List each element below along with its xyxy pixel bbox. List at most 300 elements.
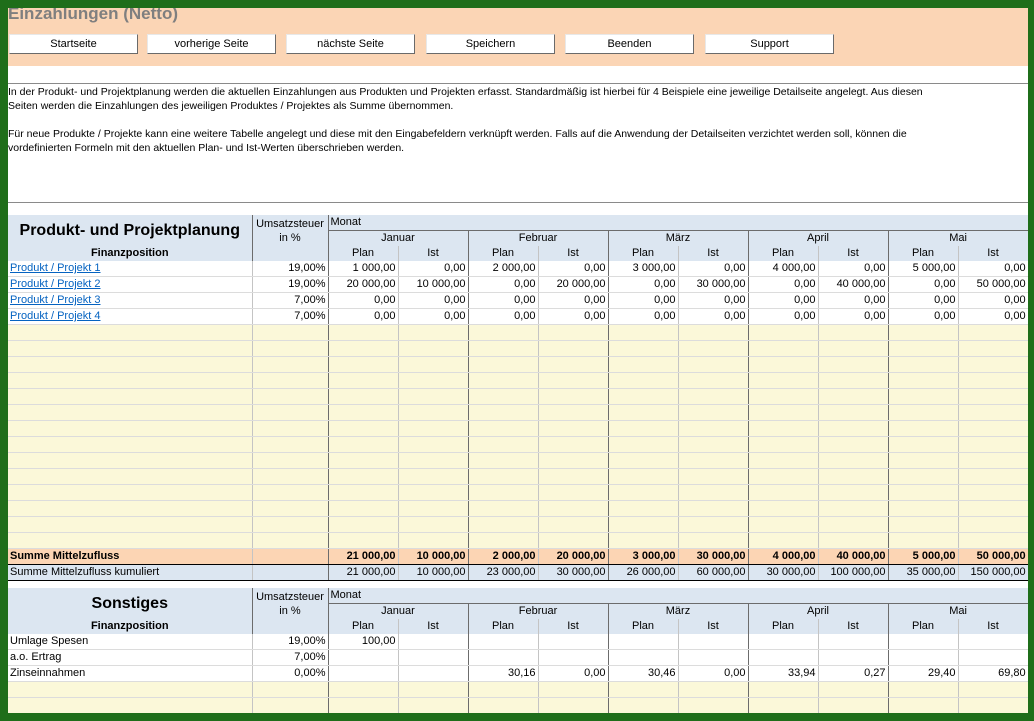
empty-cell[interactable]: [252, 698, 328, 714]
empty-cell[interactable]: [818, 533, 888, 549]
empty-cell[interactable]: [252, 469, 328, 485]
empty-cell[interactable]: [252, 533, 328, 549]
empty-cell[interactable]: [608, 325, 678, 341]
previous-page-button[interactable]: vorherige Seite: [147, 34, 276, 54]
empty-cell[interactable]: [468, 485, 538, 501]
empty-cell[interactable]: [328, 421, 398, 437]
empty-cell[interactable]: [818, 517, 888, 533]
empty-cell[interactable]: [8, 341, 252, 357]
empty-cell[interactable]: [748, 389, 818, 405]
empty-cell[interactable]: [748, 698, 818, 714]
empty-cell[interactable]: [468, 453, 538, 469]
ist-value-cell[interactable]: [398, 650, 468, 666]
product-link[interactable]: Produkt / Projekt 4: [10, 310, 101, 322]
empty-cell[interactable]: [888, 698, 958, 714]
empty-cell[interactable]: [538, 437, 608, 453]
empty-cell[interactable]: [8, 325, 252, 341]
empty-cell[interactable]: [468, 325, 538, 341]
sum-value-cell: 5 000,00: [888, 549, 958, 565]
plan-value-cell[interactable]: 0,00: [608, 293, 678, 309]
empty-cell[interactable]: [818, 698, 888, 714]
empty-cell[interactable]: [328, 389, 398, 405]
empty-cell[interactable]: [398, 357, 468, 373]
plan-value-cell[interactable]: 0,00: [888, 293, 958, 309]
empty-cell[interactable]: [958, 698, 1028, 714]
empty-cell[interactable]: [468, 357, 538, 373]
empty-cell[interactable]: [538, 682, 608, 698]
empty-cell[interactable]: [8, 501, 252, 517]
empty-cell[interactable]: [328, 714, 398, 716]
plan-value-cell[interactable]: [888, 650, 958, 666]
empty-cell[interactable]: [678, 453, 748, 469]
empty-cell[interactable]: [818, 357, 888, 373]
empty-cell[interactable]: [608, 373, 678, 389]
ist-value-cell[interactable]: [538, 634, 608, 650]
empty-cell[interactable]: [678, 357, 748, 373]
empty-cell[interactable]: [678, 517, 748, 533]
empty-cell[interactable]: [538, 485, 608, 501]
plan-value-cell[interactable]: 1 000,00: [328, 261, 398, 277]
empty-cell[interactable]: [888, 469, 958, 485]
empty-cell[interactable]: [398, 421, 468, 437]
plan-value-cell[interactable]: [328, 650, 398, 666]
empty-cell[interactable]: [538, 469, 608, 485]
plan-value-cell[interactable]: 2 000,00: [468, 261, 538, 277]
empty-cell[interactable]: [538, 373, 608, 389]
vat-cell[interactable]: 7,00%: [252, 650, 328, 666]
empty-cell[interactable]: [468, 405, 538, 421]
empty-cell[interactable]: [818, 501, 888, 517]
ist-value-cell[interactable]: 0,00: [818, 261, 888, 277]
ist-header: Ist: [538, 619, 608, 634]
ist-value-cell[interactable]: 0,00: [538, 293, 608, 309]
empty-cell[interactable]: [468, 517, 538, 533]
ist-value-cell[interactable]: 0,00: [398, 309, 468, 325]
empty-cell[interactable]: [608, 389, 678, 405]
empty-cell[interactable]: [328, 501, 398, 517]
empty-cell[interactable]: [538, 698, 608, 714]
vat-cell[interactable]: 7,00%: [252, 309, 328, 325]
plan-value-cell[interactable]: 0,00: [748, 293, 818, 309]
empty-cell[interactable]: [538, 533, 608, 549]
empty-cell[interactable]: [8, 357, 252, 373]
empty-cell[interactable]: [608, 421, 678, 437]
empty-cell[interactable]: [748, 714, 818, 716]
empty-cell[interactable]: [398, 405, 468, 421]
empty-cell[interactable]: [608, 437, 678, 453]
empty-cell[interactable]: [252, 373, 328, 389]
empty-cell[interactable]: [538, 517, 608, 533]
empty-cell[interactable]: [328, 682, 398, 698]
ist-value-cell[interactable]: 0,00: [678, 309, 748, 325]
empty-cell[interactable]: [958, 714, 1028, 716]
empty-cell[interactable]: [8, 714, 252, 716]
empty-cell[interactable]: [468, 501, 538, 517]
empty-cell[interactable]: [888, 437, 958, 453]
empty-cell[interactable]: [468, 533, 538, 549]
empty-cell[interactable]: [8, 469, 252, 485]
plan-value-cell[interactable]: [468, 634, 538, 650]
empty-cell[interactable]: [468, 682, 538, 698]
empty-cell[interactable]: [468, 698, 538, 714]
empty-cell[interactable]: [538, 453, 608, 469]
plan-value-cell[interactable]: 30,16: [468, 666, 538, 682]
empty-cell[interactable]: [8, 682, 252, 698]
empty-cell[interactable]: [328, 357, 398, 373]
empty-cell[interactable]: [608, 698, 678, 714]
empty-cell[interactable]: [252, 501, 328, 517]
empty-cell[interactable]: [888, 533, 958, 549]
empty-cell[interactable]: [818, 453, 888, 469]
empty-cell[interactable]: [608, 533, 678, 549]
empty-cell[interactable]: [678, 485, 748, 501]
empty-cell[interactable]: [252, 389, 328, 405]
ist-value-cell[interactable]: 0,27: [818, 666, 888, 682]
empty-cell[interactable]: [748, 341, 818, 357]
empty-cell[interactable]: [748, 501, 818, 517]
ist-value-cell[interactable]: 10 000,00: [398, 277, 468, 293]
empty-cell[interactable]: [958, 533, 1028, 549]
ist-value-cell[interactable]: 30 000,00: [678, 277, 748, 293]
empty-cell[interactable]: [958, 373, 1028, 389]
empty-cell[interactable]: [398, 714, 468, 716]
empty-cell[interactable]: [888, 341, 958, 357]
row-name-cell[interactable]: [8, 293, 252, 309]
empty-cell[interactable]: [888, 453, 958, 469]
empty-cell[interactable]: [608, 485, 678, 501]
empty-cell[interactable]: [888, 357, 958, 373]
empty-cell[interactable]: [818, 682, 888, 698]
ist-value-cell[interactable]: [398, 634, 468, 650]
empty-cell[interactable]: [608, 517, 678, 533]
empty-cell[interactable]: [8, 533, 252, 549]
empty-cell[interactable]: [818, 421, 888, 437]
empty-cell[interactable]: [398, 437, 468, 453]
empty-cell[interactable]: [608, 469, 678, 485]
empty-cell[interactable]: [8, 373, 252, 389]
empty-cell[interactable]: [888, 517, 958, 533]
exit-button[interactable]: Beenden: [565, 34, 694, 54]
empty-cell[interactable]: [958, 341, 1028, 357]
ist-value-cell[interactable]: [678, 634, 748, 650]
empty-cell[interactable]: [398, 698, 468, 714]
empty-cell[interactable]: [958, 405, 1028, 421]
ist-value-cell[interactable]: 50 000,00: [958, 277, 1028, 293]
ist-value-cell[interactable]: [818, 650, 888, 666]
empty-cell[interactable]: [888, 682, 958, 698]
ist-value-cell[interactable]: [818, 634, 888, 650]
empty-cell[interactable]: [328, 485, 398, 501]
empty-cell[interactable]: [748, 373, 818, 389]
empty-cell[interactable]: [328, 469, 398, 485]
empty-cell[interactable]: [468, 389, 538, 405]
empty-cell[interactable]: [252, 517, 328, 533]
empty-cell[interactable]: [888, 485, 958, 501]
plan-value-cell[interactable]: 0,00: [608, 309, 678, 325]
plan-header: Plan: [328, 246, 398, 261]
ist-value-cell[interactable]: 0,00: [678, 666, 748, 682]
empty-cell[interactable]: [328, 405, 398, 421]
plan-value-cell[interactable]: 100,00: [328, 634, 398, 650]
empty-cell[interactable]: [398, 453, 468, 469]
empty-cell[interactable]: [818, 389, 888, 405]
product-link[interactable]: Produkt / Projekt 2: [10, 278, 101, 290]
empty-cell[interactable]: [958, 469, 1028, 485]
vat-cell[interactable]: 19,00%: [252, 277, 328, 293]
empty-cell[interactable]: [398, 469, 468, 485]
empty-cell[interactable]: [468, 341, 538, 357]
empty-cell[interactable]: [958, 357, 1028, 373]
vat-cell[interactable]: 19,00%: [252, 261, 328, 277]
empty-cell[interactable]: [538, 405, 608, 421]
vat-cell[interactable]: 19,00%: [252, 634, 328, 650]
empty-cell[interactable]: [398, 517, 468, 533]
empty-cell[interactable]: [252, 405, 328, 421]
empty-cell[interactable]: [398, 389, 468, 405]
empty-cell[interactable]: [8, 485, 252, 501]
empty-cell[interactable]: [678, 682, 748, 698]
empty-cell[interactable]: [252, 714, 328, 716]
empty-cell[interactable]: [468, 421, 538, 437]
empty-cell[interactable]: [468, 373, 538, 389]
empty-cell[interactable]: [8, 453, 252, 469]
ist-value-cell[interactable]: 0,00: [398, 261, 468, 277]
empty-cell[interactable]: [398, 373, 468, 389]
empty-cell[interactable]: [538, 714, 608, 716]
empty-cell[interactable]: [398, 341, 468, 357]
plan-value-cell[interactable]: 0,00: [748, 309, 818, 325]
empty-cell[interactable]: [818, 405, 888, 421]
plan-value-cell[interactable]: 33,94: [748, 666, 818, 682]
plan-value-cell[interactable]: 30,46: [608, 666, 678, 682]
empty-cell[interactable]: [8, 405, 252, 421]
plan-value-cell[interactable]: 0,00: [888, 277, 958, 293]
empty-cell[interactable]: [538, 421, 608, 437]
empty-cell[interactable]: [958, 325, 1028, 341]
empty-cell[interactable]: [538, 357, 608, 373]
table-row: [8, 277, 1028, 293]
empty-cell[interactable]: [958, 517, 1028, 533]
empty-cell[interactable]: [8, 421, 252, 437]
ist-value-cell[interactable]: [678, 650, 748, 666]
empty-cell[interactable]: [468, 714, 538, 716]
row-name-cell[interactable]: [8, 261, 252, 277]
empty-cell[interactable]: [8, 517, 252, 533]
empty-cell[interactable]: [538, 325, 608, 341]
support-button[interactable]: Support: [705, 34, 834, 54]
save-button[interactable]: Speichern: [426, 34, 555, 54]
plan-value-cell[interactable]: 20 000,00: [328, 277, 398, 293]
empty-cell[interactable]: [888, 714, 958, 716]
empty-cell[interactable]: [818, 485, 888, 501]
empty-cell[interactable]: [252, 485, 328, 501]
empty-cell[interactable]: [328, 341, 398, 357]
empty-cell[interactable]: [252, 357, 328, 373]
empty-cell[interactable]: [958, 453, 1028, 469]
empty-cell[interactable]: [608, 405, 678, 421]
ist-value-cell[interactable]: [398, 666, 468, 682]
ist-value-cell[interactable]: 0,00: [678, 261, 748, 277]
product-link[interactable]: Produkt / Projekt 3: [10, 294, 101, 306]
ist-value-cell[interactable]: 0,00: [958, 261, 1028, 277]
empty-cell[interactable]: [678, 714, 748, 716]
empty-cell[interactable]: [398, 682, 468, 698]
empty-cell[interactable]: [958, 421, 1028, 437]
empty-cell[interactable]: [958, 485, 1028, 501]
plan-value-cell[interactable]: 3 000,00: [608, 261, 678, 277]
empty-cell[interactable]: [678, 421, 748, 437]
empty-cell[interactable]: [608, 341, 678, 357]
empty-cell[interactable]: [252, 453, 328, 469]
ist-value-cell[interactable]: [958, 634, 1028, 650]
row-name-cell[interactable]: [8, 277, 252, 293]
empty-cell[interactable]: [538, 501, 608, 517]
empty-cell[interactable]: [818, 341, 888, 357]
empty-cell[interactable]: [888, 325, 958, 341]
empty-cell[interactable]: [538, 389, 608, 405]
empty-cell[interactable]: [608, 714, 678, 716]
plan-value-cell[interactable]: [748, 650, 818, 666]
empty-cell[interactable]: [608, 682, 678, 698]
empty-cell[interactable]: [748, 421, 818, 437]
ist-value-cell[interactable]: [958, 650, 1028, 666]
empty-cell[interactable]: [888, 501, 958, 517]
empty-cell[interactable]: [678, 325, 748, 341]
empty-cell[interactable]: [252, 421, 328, 437]
empty-cell[interactable]: [748, 485, 818, 501]
empty-cell[interactable]: [328, 698, 398, 714]
empty-cell[interactable]: [888, 421, 958, 437]
empty-cell[interactable]: [678, 469, 748, 485]
empty-cell[interactable]: [328, 517, 398, 533]
empty-cell[interactable]: [818, 469, 888, 485]
empty-cell[interactable]: [398, 501, 468, 517]
empty-cell[interactable]: [468, 437, 538, 453]
ist-value-cell[interactable]: 0,00: [958, 309, 1028, 325]
sum-value-cell: 21 000,00: [328, 549, 398, 565]
empty-cell[interactable]: [678, 501, 748, 517]
plan-value-cell[interactable]: [608, 650, 678, 666]
empty-cell[interactable]: [8, 389, 252, 405]
empty-cell[interactable]: [748, 469, 818, 485]
plan-value-cell[interactable]: 0,00: [468, 277, 538, 293]
plan-value-cell[interactable]: 0,00: [748, 277, 818, 293]
plan-value-cell[interactable]: [888, 634, 958, 650]
plan-value-cell[interactable]: 0,00: [468, 309, 538, 325]
empty-cell[interactable]: [608, 357, 678, 373]
empty-cell[interactable]: [888, 405, 958, 421]
empty-cell[interactable]: [8, 698, 252, 714]
empty-cell[interactable]: [888, 373, 958, 389]
ist-value-cell[interactable]: 0,00: [678, 293, 748, 309]
plan-value-cell[interactable]: [608, 634, 678, 650]
plan-value-cell[interactable]: 4 000,00: [748, 261, 818, 277]
empty-cell[interactable]: [818, 714, 888, 716]
empty-cell[interactable]: [468, 469, 538, 485]
ist-value-cell[interactable]: 0,00: [538, 309, 608, 325]
empty-cell[interactable]: [678, 533, 748, 549]
product-link[interactable]: Produkt / Projekt 1: [10, 262, 101, 274]
empty-cell[interactable]: [398, 325, 468, 341]
row-name-cell[interactable]: [8, 309, 252, 325]
empty-cell[interactable]: [678, 341, 748, 357]
empty-cell[interactable]: [958, 682, 1028, 698]
ist-value-cell[interactable]: 0,00: [538, 261, 608, 277]
empty-cell[interactable]: [328, 453, 398, 469]
empty-cell[interactable]: [398, 533, 468, 549]
ist-value-cell[interactable]: 0,00: [398, 293, 468, 309]
ist-value-cell[interactable]: 0,00: [538, 666, 608, 682]
empty-cell[interactable]: [328, 533, 398, 549]
empty-cell[interactable]: [8, 437, 252, 453]
empty-cell[interactable]: [748, 533, 818, 549]
empty-cell[interactable]: [748, 437, 818, 453]
empty-cell[interactable]: [958, 389, 1028, 405]
empty-cell[interactable]: [958, 501, 1028, 517]
empty-cell[interactable]: [678, 389, 748, 405]
empty-cell[interactable]: [252, 341, 328, 357]
plan-value-cell[interactable]: 0,00: [608, 277, 678, 293]
empty-cell[interactable]: [678, 373, 748, 389]
plan-value-cell[interactable]: 0,00: [468, 293, 538, 309]
next-page-button[interactable]: nächste Seite: [286, 34, 415, 54]
empty-cell[interactable]: [748, 325, 818, 341]
plan-value-cell[interactable]: [328, 666, 398, 682]
empty-cell[interactable]: [538, 341, 608, 357]
vat-cell[interactable]: 0,00%: [252, 666, 328, 682]
empty-cell[interactable]: [252, 325, 328, 341]
empty-cell[interactable]: [748, 357, 818, 373]
ist-value-cell[interactable]: 0,00: [818, 309, 888, 325]
empty-cell[interactable]: [678, 437, 748, 453]
empty-cell[interactable]: [818, 437, 888, 453]
plan-value-cell[interactable]: 0,00: [328, 309, 398, 325]
plan-value-cell[interactable]: 29,40: [888, 666, 958, 682]
empty-cell[interactable]: [252, 437, 328, 453]
ist-value-cell[interactable]: 69,80: [958, 666, 1028, 682]
ist-value-cell[interactable]: 20 000,00: [538, 277, 608, 293]
empty-cell[interactable]: [748, 405, 818, 421]
empty-cell[interactable]: [252, 682, 328, 698]
empty-cell[interactable]: [748, 682, 818, 698]
empty-cell[interactable]: [818, 373, 888, 389]
empty-cell[interactable]: [608, 453, 678, 469]
plan-value-cell[interactable]: [468, 650, 538, 666]
empty-cell[interactable]: [608, 501, 678, 517]
plan-value-cell[interactable]: 0,00: [888, 309, 958, 325]
empty-cell[interactable]: [398, 485, 468, 501]
empty-cell[interactable]: [678, 698, 748, 714]
ist-value-cell[interactable]: 0,00: [958, 293, 1028, 309]
ist-value-cell[interactable]: [538, 650, 608, 666]
start-page-button[interactable]: Startseite: [9, 34, 138, 54]
ist-value-cell[interactable]: 40 000,00: [818, 277, 888, 293]
plan-value-cell[interactable]: 5 000,00: [888, 261, 958, 277]
empty-cell[interactable]: [888, 389, 958, 405]
empty-cell[interactable]: [748, 453, 818, 469]
empty-cell[interactable]: [328, 373, 398, 389]
empty-cell[interactable]: [678, 405, 748, 421]
empty-cell[interactable]: [328, 437, 398, 453]
empty-cell[interactable]: [818, 325, 888, 341]
empty-cell[interactable]: [328, 325, 398, 341]
ist-value-cell[interactable]: 0,00: [818, 293, 888, 309]
empty-cell[interactable]: [958, 437, 1028, 453]
plan-value-cell[interactable]: [748, 634, 818, 650]
vat-cell[interactable]: 7,00%: [252, 293, 328, 309]
empty-cell[interactable]: [748, 517, 818, 533]
plan-value-cell[interactable]: 0,00: [328, 293, 398, 309]
